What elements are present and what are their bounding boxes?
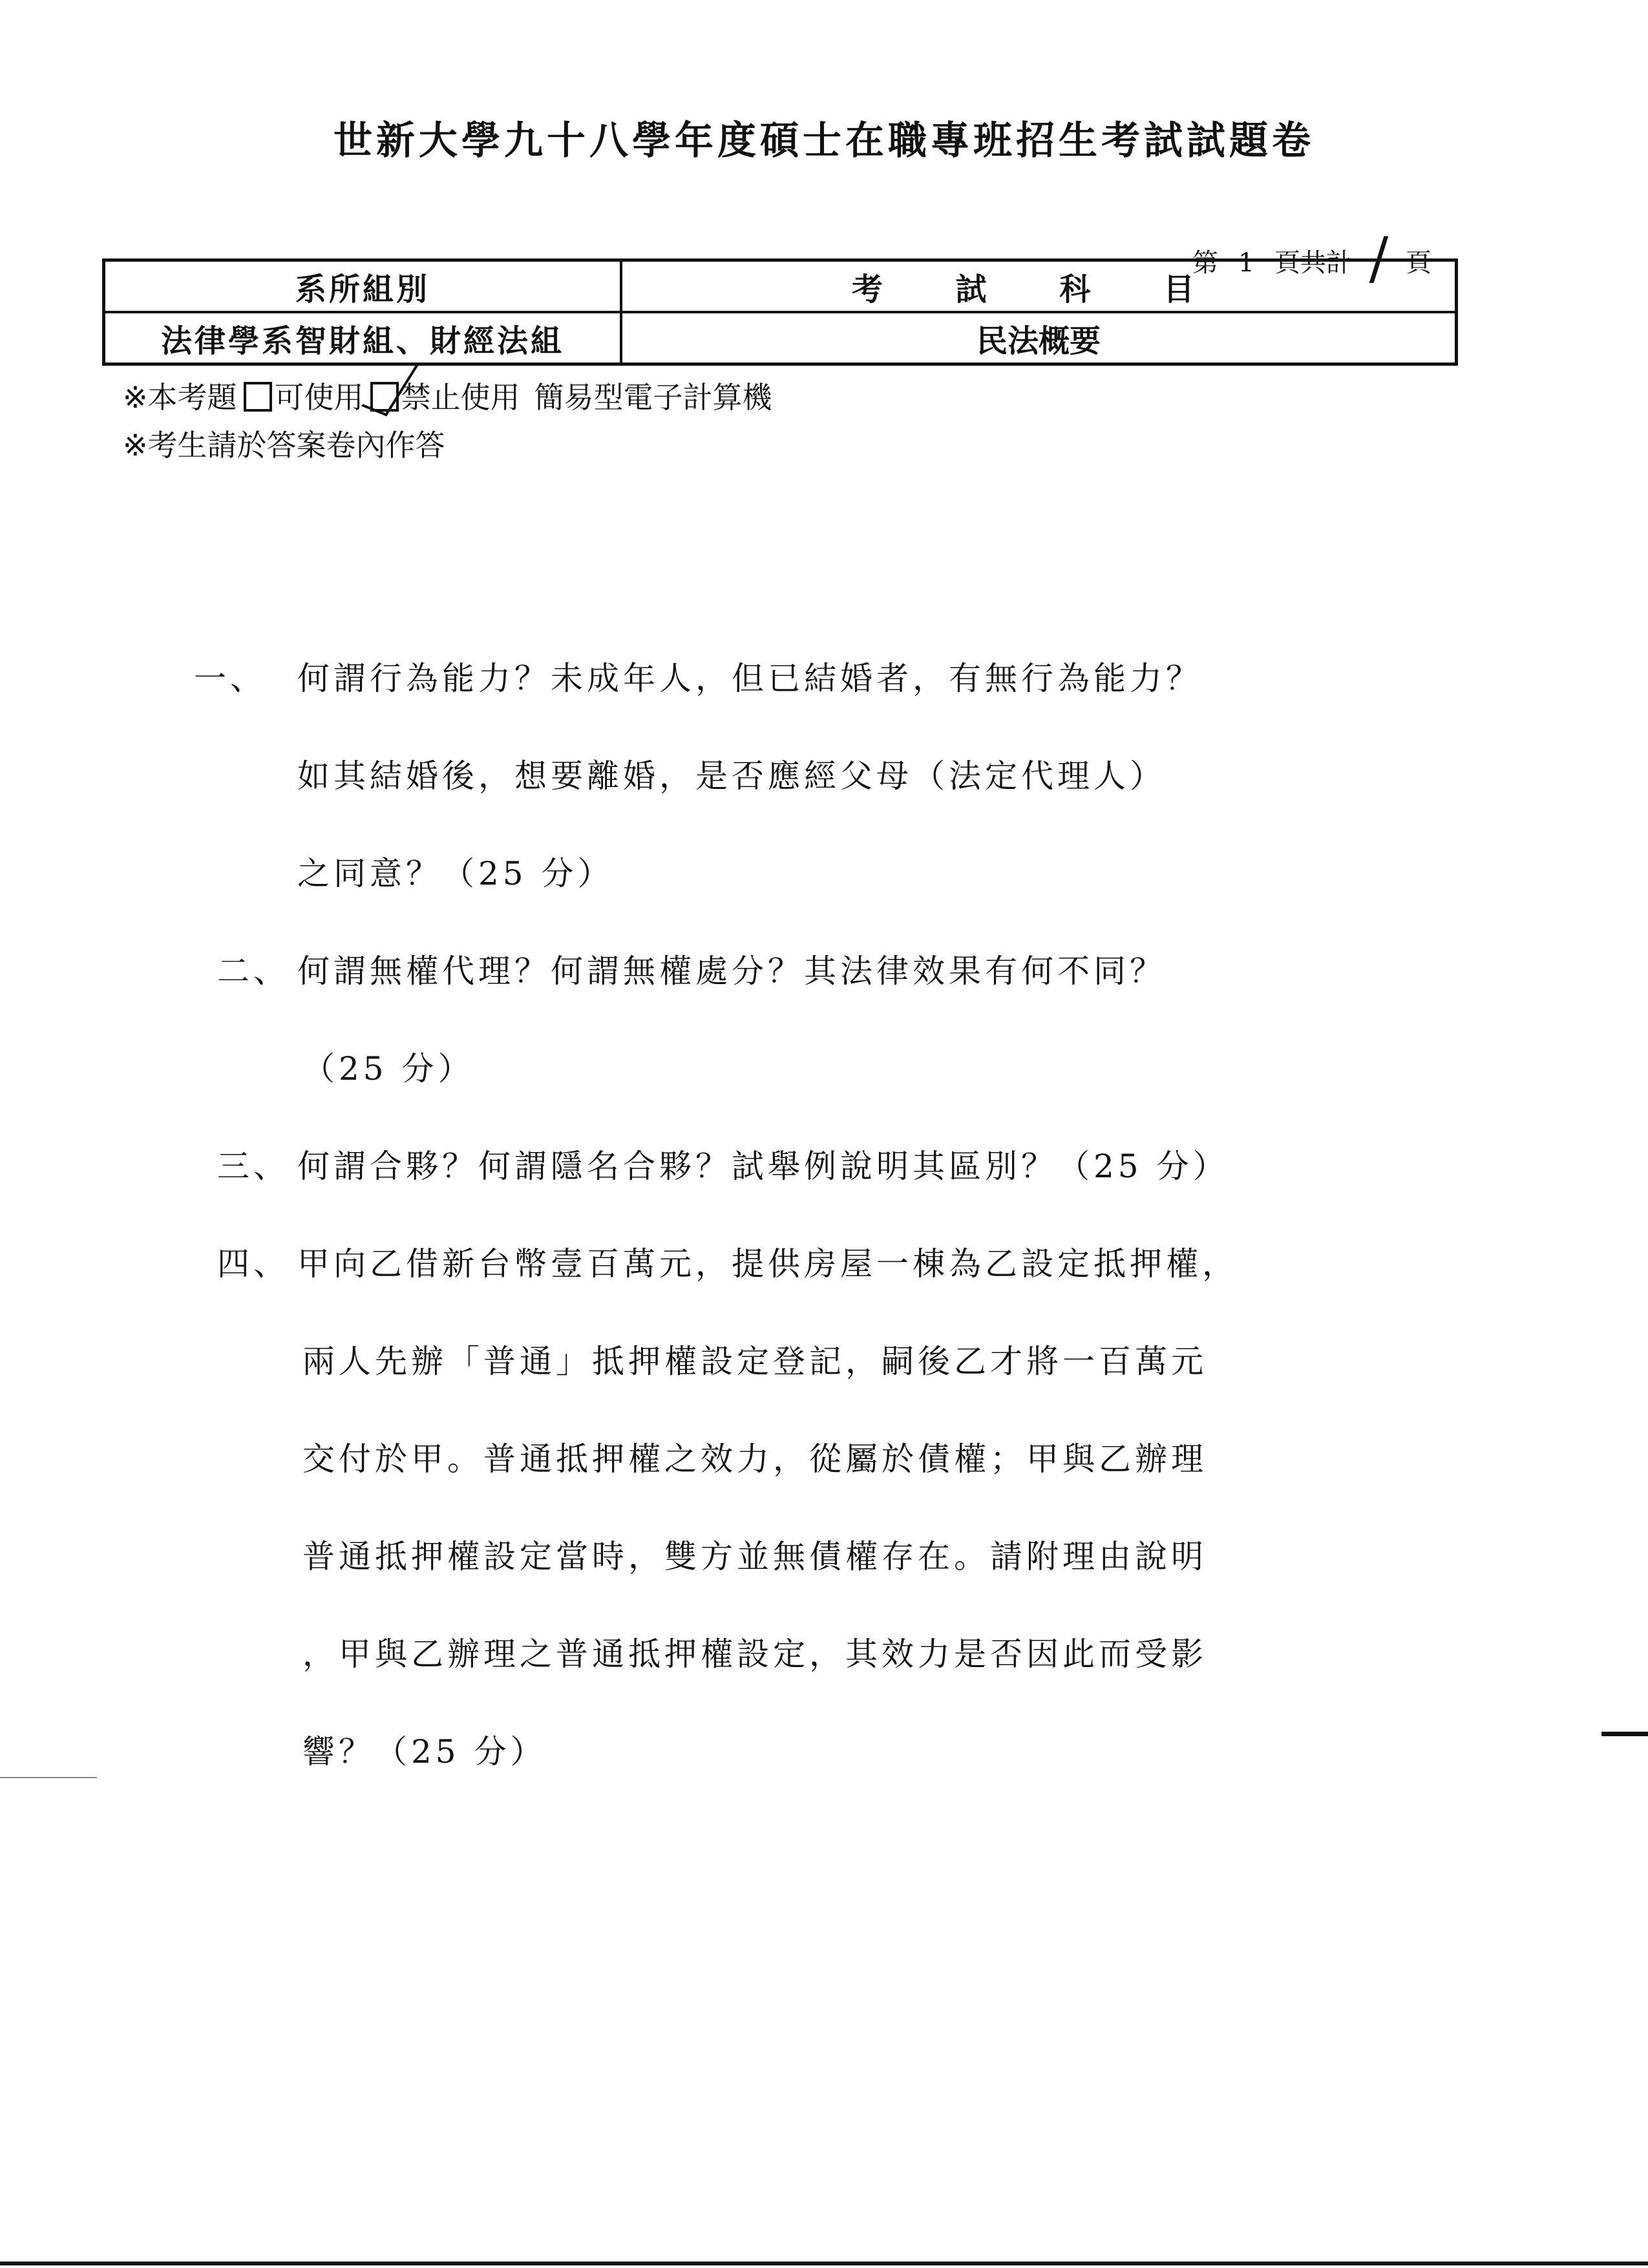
question-text: 甲向乙借新台幣壹百萬元，提供房屋一棟為乙設定抵押權，: [297, 1245, 1238, 1283]
page-number: 1: [1238, 248, 1255, 278]
question-text: 何謂合夥？何謂隱名合夥？試舉例說明其區別？（25 分）: [297, 1148, 1229, 1185]
question-text: 普通抵押權設定當時，雙方並無債權存在。請附理由說明: [302, 1538, 1207, 1575]
question-text: 如其結婚後，想要離婚，是否應經父母（法定代理人）: [297, 757, 1166, 795]
answer-note: ※考生請於答案卷內作答: [123, 428, 445, 463]
subject-value: 民法概要: [621, 312, 1457, 364]
question-number: 四、: [217, 1245, 290, 1283]
allowed-checkbox: [244, 382, 272, 412]
table-header-row: [104, 260, 1457, 313]
question-text: 何謂行為能力？未成年人，但已結婚者，有無行為能力？: [297, 660, 1202, 697]
scan-edge-bottom: [0, 2262, 1648, 2265]
exam-notes: [123, 373, 772, 469]
question-text: （25 分）: [302, 1050, 474, 1087]
table-value-row: [104, 312, 1457, 364]
question-text: 何謂無權代理？何謂無權處分？其法律效果有何不同？: [297, 952, 1166, 990]
question-number: 二、: [217, 952, 290, 990]
page-middle: 頁共計: [1274, 248, 1352, 278]
scan-mark-right: [1601, 1732, 1648, 1736]
calculator-label: 簡易型電子計算機: [534, 380, 772, 415]
page-prefix: 第: [1192, 248, 1218, 278]
subject-header: 考 試 科 目: [621, 260, 1457, 313]
allowed-label: 可使用: [274, 380, 364, 415]
forbidden-checkbox: [370, 382, 399, 412]
exam-title: 世新大學九十八學年度碩士在職專班招生考試試題卷: [333, 118, 1315, 163]
exam-info-table: [102, 258, 1458, 366]
question-text: ，甲與乙辦理之普通抵押權設定，其效力是否因此而受影: [302, 1635, 1207, 1673]
question-number: 一、: [194, 660, 266, 697]
page-suffix: 頁: [1405, 248, 1431, 278]
page-total: /: [1369, 225, 1389, 291]
question-text: 之同意？（25 分）: [297, 855, 614, 892]
question-number: 三、: [217, 1148, 290, 1185]
question-text: 交付於甲。普通抵押權之效力，從屬於債權；甲與乙辦理: [302, 1440, 1207, 1478]
calculator-note-prefix: ※本考題: [123, 380, 237, 415]
question-text: 兩人先辦「普通」抵押權設定登記，嗣後乙才將一百萬元: [302, 1343, 1207, 1380]
department-header: 系所組別: [104, 260, 622, 313]
calculator-note: [123, 373, 772, 421]
scan-mark-left: [0, 1777, 97, 1778]
question-text: 響？（25 分）: [302, 1733, 547, 1770]
department-value: 法律學系智財組、財經法組: [104, 312, 622, 364]
forbidden-label: 禁止使用: [401, 380, 520, 415]
